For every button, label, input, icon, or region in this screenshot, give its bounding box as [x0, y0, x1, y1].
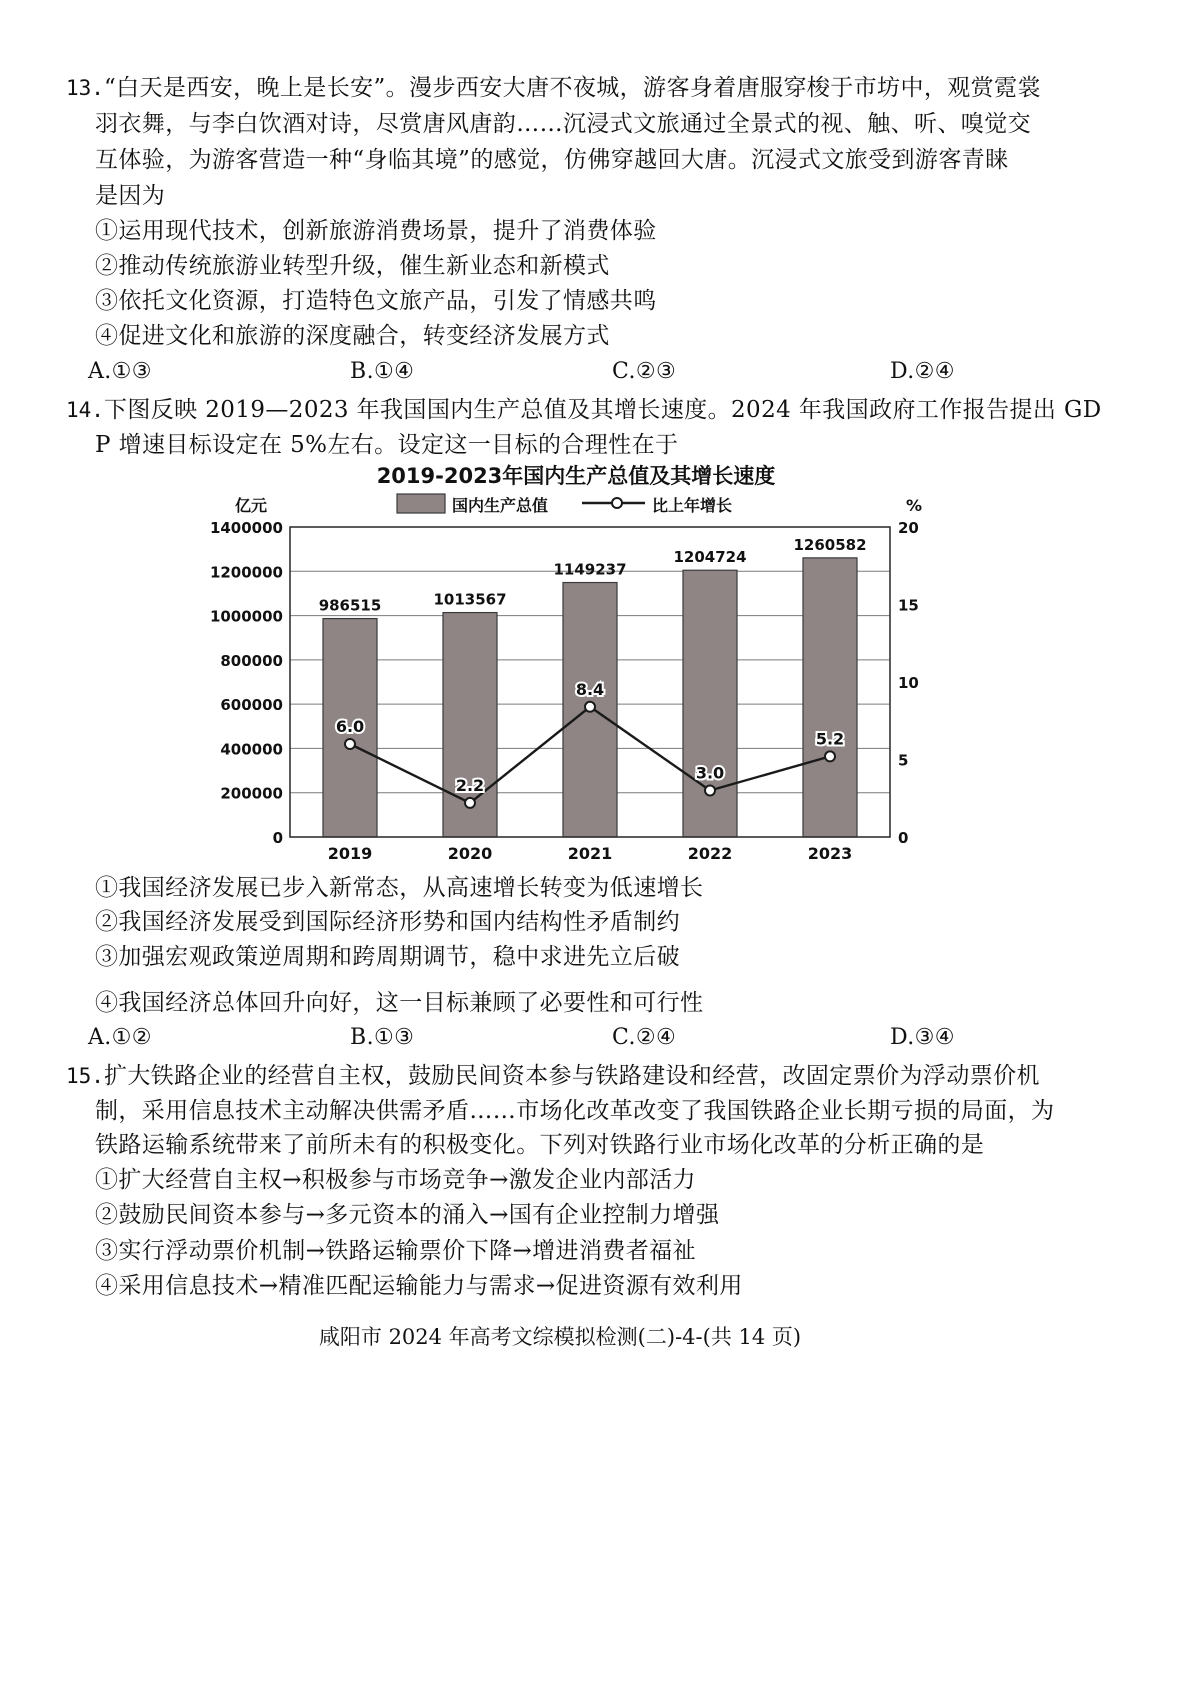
question-stem-line: [66, 396, 1102, 424]
growth-point-2020: [465, 798, 475, 808]
growth-point-2019: [345, 739, 355, 749]
y-right-unit: %: [906, 496, 923, 515]
growth-point-2021: [585, 702, 595, 712]
y-left-tick-label: 400000: [220, 740, 283, 759]
stem-text: 下图反映 2019—2023 年我国国内生产总值及其增长速度。2024 年我国政府工作报告提出 GD: [103, 397, 1102, 423]
page-footer: 咸阳市 2024 年高考文综模拟检测(二)-4-(共 14 页): [318, 1325, 802, 1349]
bar-value-label: 1204724: [673, 548, 747, 567]
statement-3: ③依托文化资源，打造特色文旅产品，引发了情感共鸣: [95, 288, 657, 314]
stem-text: 扩大铁路企业的经营自主权，鼓励民间资本参与铁路建设和经营，改固定票价为浮动票价机: [103, 1063, 1040, 1089]
y-left-tick-label: 1200000: [209, 563, 283, 582]
question-stem-line: [66, 1062, 1040, 1090]
x-tick-label: 2023: [807, 844, 853, 863]
y-right-tick-label: 0: [898, 829, 909, 847]
statement-1: ①运用现代技术，创新旅游消费场景，提升了消费体验: [95, 218, 657, 244]
growth-point-2022: [705, 786, 715, 796]
option-d: D.②④: [890, 359, 955, 384]
legend-line-marker: [612, 498, 622, 508]
question-number: 14.: [66, 398, 104, 422]
statement-4: ④采用信息技术→精准匹配运输能力与需求→促进资源有效利用: [95, 1273, 743, 1299]
bar-value-label: 986515: [318, 596, 382, 615]
y-left-tick-label: 200000: [220, 784, 283, 803]
question-stem-line: 是因为: [95, 183, 166, 209]
growth-value-label: 8.4: [575, 679, 605, 699]
statement-2: ②推动传统旅游业转型升级，催生新业态和新模式: [95, 253, 610, 279]
x-tick-label: 2022: [687, 844, 733, 863]
question-stem-line: 互体验，为游客营造一种“身临其境”的感觉，仿佛穿越回大唐。沉浸式文旅受到游客青睐: [95, 147, 1009, 173]
y-left-tick-label: 600000: [220, 696, 283, 715]
y-right-tick-label: 10: [898, 674, 919, 692]
statement-3: ③加强宏观政策逆周期和跨周期调节，稳中求进先立后破: [95, 944, 680, 970]
growth-value-label: 2.2: [455, 775, 485, 795]
legend-bar-label: 国内生产总值: [452, 496, 549, 515]
bar-value-label: 1149237: [553, 560, 627, 579]
statement-4: ④我国经济总体回升向好，这一目标兼顾了必要性和可行性: [95, 990, 704, 1016]
question-stem-line: P 增速目标设定在 5%左右。设定这一目标的合理性在于: [95, 432, 679, 458]
y-left-tick-label: 800000: [220, 651, 283, 670]
stem-text: “白天是西安，晚上是长安”。漫步西安大唐不夜城，游客身着唐服穿梭于市坊中，观赏霓裳: [103, 75, 1041, 101]
option-a: A.①③: [88, 359, 152, 384]
bar-value-label: 1260582: [793, 535, 867, 554]
option-c: C.②③: [612, 359, 677, 384]
growth-point-2023: [825, 751, 835, 761]
option-b: B.①④: [350, 359, 415, 384]
statement-3: ③实行浮动票价机制→铁路运输票价下降→增进消费者福祉: [95, 1238, 696, 1264]
statement-4: ④促进文化和旅游的深度融合，转变经济发展方式: [95, 323, 610, 349]
x-tick-label: 2020: [447, 844, 493, 863]
gdp-growth-chart: [200, 455, 960, 885]
legend-line-label: 比上年增长: [652, 496, 733, 515]
growth-value-label: 6.0: [335, 717, 365, 736]
option-a: A.①②: [88, 1025, 152, 1050]
y-left-tick-label: 0: [272, 829, 283, 847]
question-stem-line: [66, 74, 1041, 102]
x-tick-label: 2021: [567, 844, 613, 863]
option-c: C.②④: [612, 1025, 677, 1050]
question-number: 13.: [66, 76, 104, 100]
x-tick-label: 2019: [327, 844, 373, 863]
statement-2: ②我国经济发展受到国际经济形势和国内结构性矛盾制约: [95, 909, 680, 935]
option-b: B.①③: [350, 1025, 415, 1050]
legend-bar-swatch: [397, 494, 445, 513]
question-number: 15.: [66, 1064, 104, 1088]
statement-1: ①扩大经营自主权→积极参与市场竞争→激发企业内部活力: [95, 1167, 696, 1193]
bar-2023: [803, 558, 857, 837]
y-right-tick-label: 5: [898, 751, 909, 770]
y-left-unit: 亿元: [235, 496, 268, 515]
question-stem-line: 制，采用信息技术主动解决供需矛盾……市场化改革改变了我国铁路企业长期亏损的局面，为: [95, 1098, 1055, 1124]
chart-title: 2019-2023年国内生产总值及其增长速度: [376, 464, 776, 488]
question-stem-line: 铁路运输系统带来了前所未有的积极变化。下列对铁路行业市场化改革的分析正确的是: [95, 1132, 985, 1158]
y-right-tick-label: 15: [898, 596, 919, 615]
y-left-tick-label: 1400000: [209, 519, 283, 537]
statement-1: ①我国经济发展已步入新常态，从高速增长转变为低速增长: [95, 875, 704, 901]
growth-value-label: 3.0: [695, 763, 725, 783]
y-left-tick-label: 1000000: [209, 607, 283, 626]
growth-value-label: 5.2: [815, 729, 845, 749]
y-right-tick-label: 20: [898, 519, 919, 537]
question-stem-line: 羽衣舞，与李白饮酒对诗，尽赏唐风唐韵……沉浸式文旅通过全景式的视、触、听、嗅觉交: [95, 111, 1031, 137]
statement-2: ②鼓励民间资本参与→多元资本的涌入→国有企业控制力增强: [95, 1202, 720, 1228]
bar-2022: [683, 570, 737, 837]
option-d: D.③④: [890, 1025, 955, 1050]
bar-value-label: 1013567: [433, 590, 507, 609]
chart-legend: [397, 494, 732, 515]
